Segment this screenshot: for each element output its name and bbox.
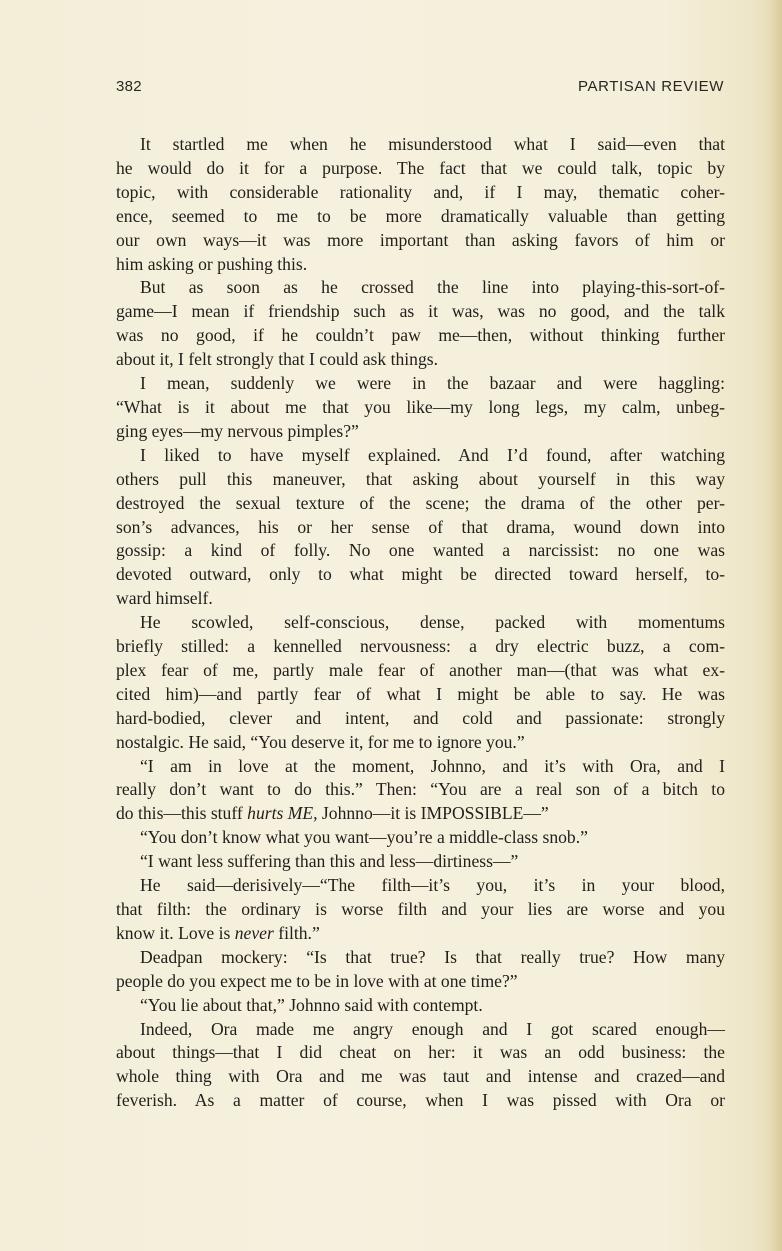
text-line: “You lie about that,” Johnno said with contempt. xyxy=(140,994,483,1015)
page-header xyxy=(116,78,724,100)
text-line: destroyed the sexual texture of the scene; the drama of the other per- xyxy=(116,492,725,513)
text-line xyxy=(116,922,725,946)
paragraph xyxy=(116,133,725,276)
text-line: It startled me when he misunderstood what I said—even that xyxy=(140,134,725,154)
text-line: “I am in love at the moment, Johnno, and it’s with Ora, and I xyxy=(140,755,725,776)
text-line: whole thing with Ora and me was taut and intense and crazed—and xyxy=(116,1066,725,1087)
text-line: I mean, suddenly we were in the bazaar and were haggling: xyxy=(140,373,725,394)
text-line: people do you expect me to be in love with at one time?” xyxy=(116,970,518,991)
text-line: topic, with considerable rationality and, if I may, thematic coher- xyxy=(116,181,725,202)
text-line xyxy=(116,802,725,826)
italic-run: never xyxy=(234,922,274,943)
text-line: our own ways—it was more important than asking favors of him or xyxy=(116,229,725,250)
text-line: “I want less suffering than this and less—dirtiness—” xyxy=(140,851,519,872)
paragraph xyxy=(116,444,725,611)
text-run: Johnno—it is IMPOSSIBLE—” xyxy=(317,803,549,824)
text-run: filth.” xyxy=(273,922,320,943)
text-line: others pull this maneuver, that asking about yourself in this way xyxy=(116,468,725,489)
text-line: feverish. As a matter of course, when I was pissed with Ora or xyxy=(116,1090,725,1111)
text-line: briefly stilled: a kennelled nervousness: a dry electric buzz, a com- xyxy=(116,636,725,657)
text-run: know it. Love is xyxy=(116,922,235,943)
text-line: Indeed, Ora made me angry enough and I got scared enough— xyxy=(140,1018,725,1039)
page-edge-shadow xyxy=(770,0,782,1251)
text-line: about things—that I did cheat on her: it was an odd business: the xyxy=(116,1042,725,1063)
running-head: PARTISAN REVIEW xyxy=(578,78,724,95)
paragraph xyxy=(116,850,725,874)
text-line: game—I mean if friendship such as it was, was no good, and the talk xyxy=(116,301,725,322)
text-line: that filth: the ordinary is worse filth and your lies are worse and you xyxy=(116,899,725,919)
paragraph xyxy=(116,946,725,994)
text-line: But as soon as he crossed the line into playing-this-sort-of- xyxy=(140,277,725,298)
text-line: about it, I felt strongly that I could ask things. xyxy=(116,349,439,370)
italic-run: hurts ME, xyxy=(247,803,318,824)
text-line: Deadpan mockery: “Is that true? Is that really true? How many xyxy=(140,946,725,967)
text-line: him asking or pushing this. xyxy=(116,253,308,274)
paragraph xyxy=(116,611,725,754)
paragraph xyxy=(116,994,725,1018)
text-line: hard-bodied, clever and intent, and cold and passionate: strongly xyxy=(116,707,725,728)
text-line: “What is it about me that you like—my long legs, my calm, unbeg- xyxy=(116,396,725,417)
paragraph xyxy=(116,372,725,444)
text-line: son’s advances, his or her sense of that drama, wound down into xyxy=(116,516,725,537)
text-run: do this—this stuff xyxy=(116,803,248,824)
text-line: devoted outward, only to what might be directed toward herself, to- xyxy=(116,564,725,585)
text-line: cited him)—and partly fear of what I might be able to say. He was xyxy=(116,683,725,704)
text-line: I liked to have myself explained. And I’d found, after watching xyxy=(140,444,725,465)
text-line: nostalgic. He said, “You deserve it, for me to ignore you.” xyxy=(116,731,525,752)
text-line: plex fear of me, partly male fear of another man—(that was what ex- xyxy=(116,659,725,680)
text-line: ence, seemed to me to be more dramatically valuable than getting xyxy=(116,205,725,226)
page-number: 382 xyxy=(116,78,142,95)
text-line: He said—derisively—“The filth—it’s you, it’s in your blood, xyxy=(140,875,725,896)
text-line: gossip: a kind of folly. No one wanted a narcissist: no one was xyxy=(116,540,725,561)
text-line: He scowled, self-conscious, dense, packed with momentums xyxy=(140,612,725,633)
text-line: ward himself. xyxy=(116,588,213,609)
text-line: was no good, if he couldn’t paw me—then, without thinking further xyxy=(116,325,725,346)
paragraph xyxy=(116,826,725,850)
body-text xyxy=(116,133,725,1113)
paragraph xyxy=(116,276,725,372)
paragraph xyxy=(116,755,725,827)
paragraph xyxy=(116,1018,725,1114)
text-line: really don’t want to do this.” Then: “You are a real son of a bitch to xyxy=(116,779,725,800)
paragraph xyxy=(116,874,725,946)
text-line: ging eyes—my nervous pimples?” xyxy=(116,420,359,441)
text-line: “You don’t know what you want—you’re a middle-class snob.” xyxy=(140,827,588,848)
text-line: he would do it for a purpose. The fact that we could talk, topic by xyxy=(116,157,725,178)
